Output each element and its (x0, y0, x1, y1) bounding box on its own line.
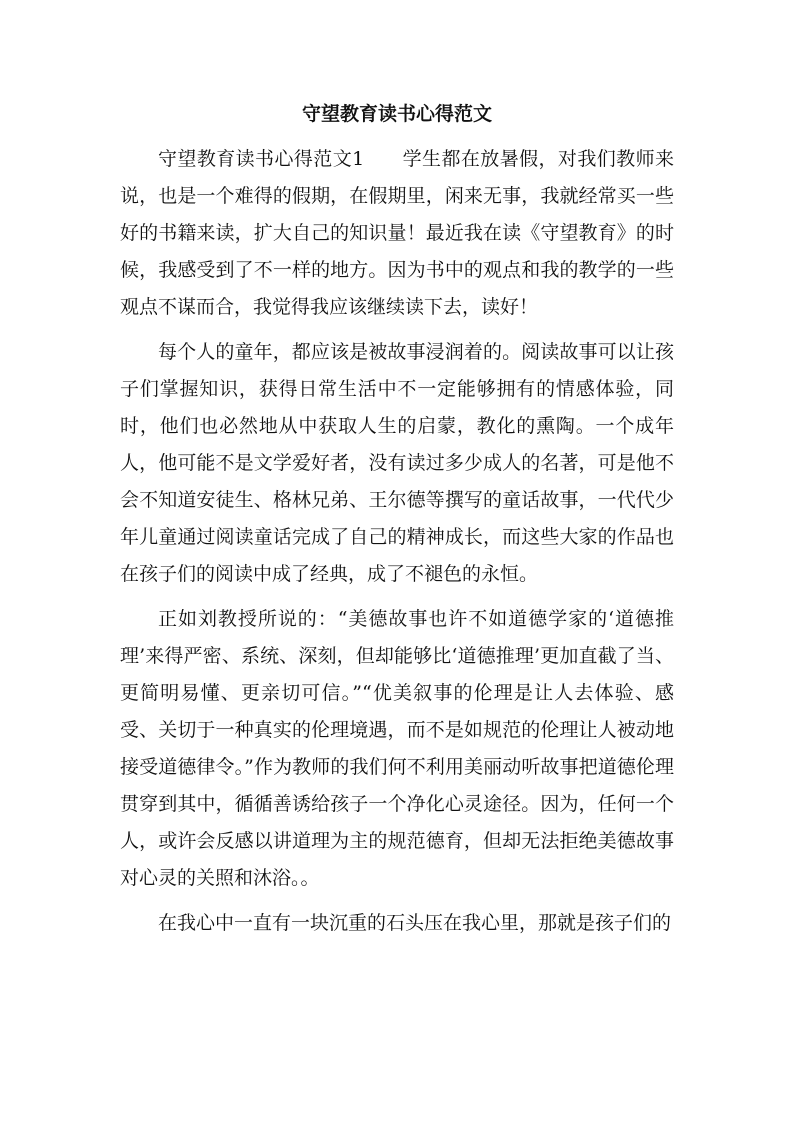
document-title: 守望教育读书心得范文 (301, 103, 492, 125)
paragraph-3: 正如刘教授所说的：“美德故事也许不如道德学家的‘道德推理’来得严密、系统、深刻，但却能够比‘道德推理’更加直截了当、更简明易懂、更亲切可信。”“优美叙事的伦理是让人去体验、感受、关切于一种真实的伦理境遇，而不是如规范的伦理让人被动地接受道德律令。”作为教师的我们何不利用美丽动听故事把道德伦理贯穿到其中，循循善诱给孩子一个净化心灵途径。因为，任何一个人，或许会反感以讲道理为主的规范德育，但却无法拒绝美德故事对心灵的关照和沐浴。。 (120, 608, 674, 889)
section-heading: 守望教育读书心得范文1 (158, 148, 365, 170)
paragraph-2: 每个人的童年，都应该是被故事浸润着的。阅读故事可以让孩子们掌握知识，获得日常生活中不一定能够拥有的情感体验，同时，他们也必然地从中获取人生的启蒙，教化的熏陶。一个成年人，他可能不是文学爱好者，没有读过多少成人的名著，可是他不会不知道安徒生、格林兄弟、王尔德等撰写的童话故事，一代代少年儿童通过阅读童话完成了自己的精神成长，而这些大家的作品也在孩子们的阅读中成了经典，成了不褪色的永恒。 (120, 341, 674, 585)
paragraph-4: 在我心中一直有一块沉重的石头压在我心里，那就是孩子们的 (158, 912, 672, 934)
paragraph-1 (120, 141, 674, 326)
document-body (120, 141, 674, 942)
paragraph-1-text: 学生都在放暑假，对我们教师来说，也是一个难得的假期，在假期里，闲来无事，我就经常买一些好的书籍来读，扩大自己的知识量！最近我在读《守望教育》的时候，我感受到了不一样的地方。因为书中的观点和我的教学的一些观点不谋而合，我觉得我应该继续读下去，读好！ (120, 148, 674, 318)
